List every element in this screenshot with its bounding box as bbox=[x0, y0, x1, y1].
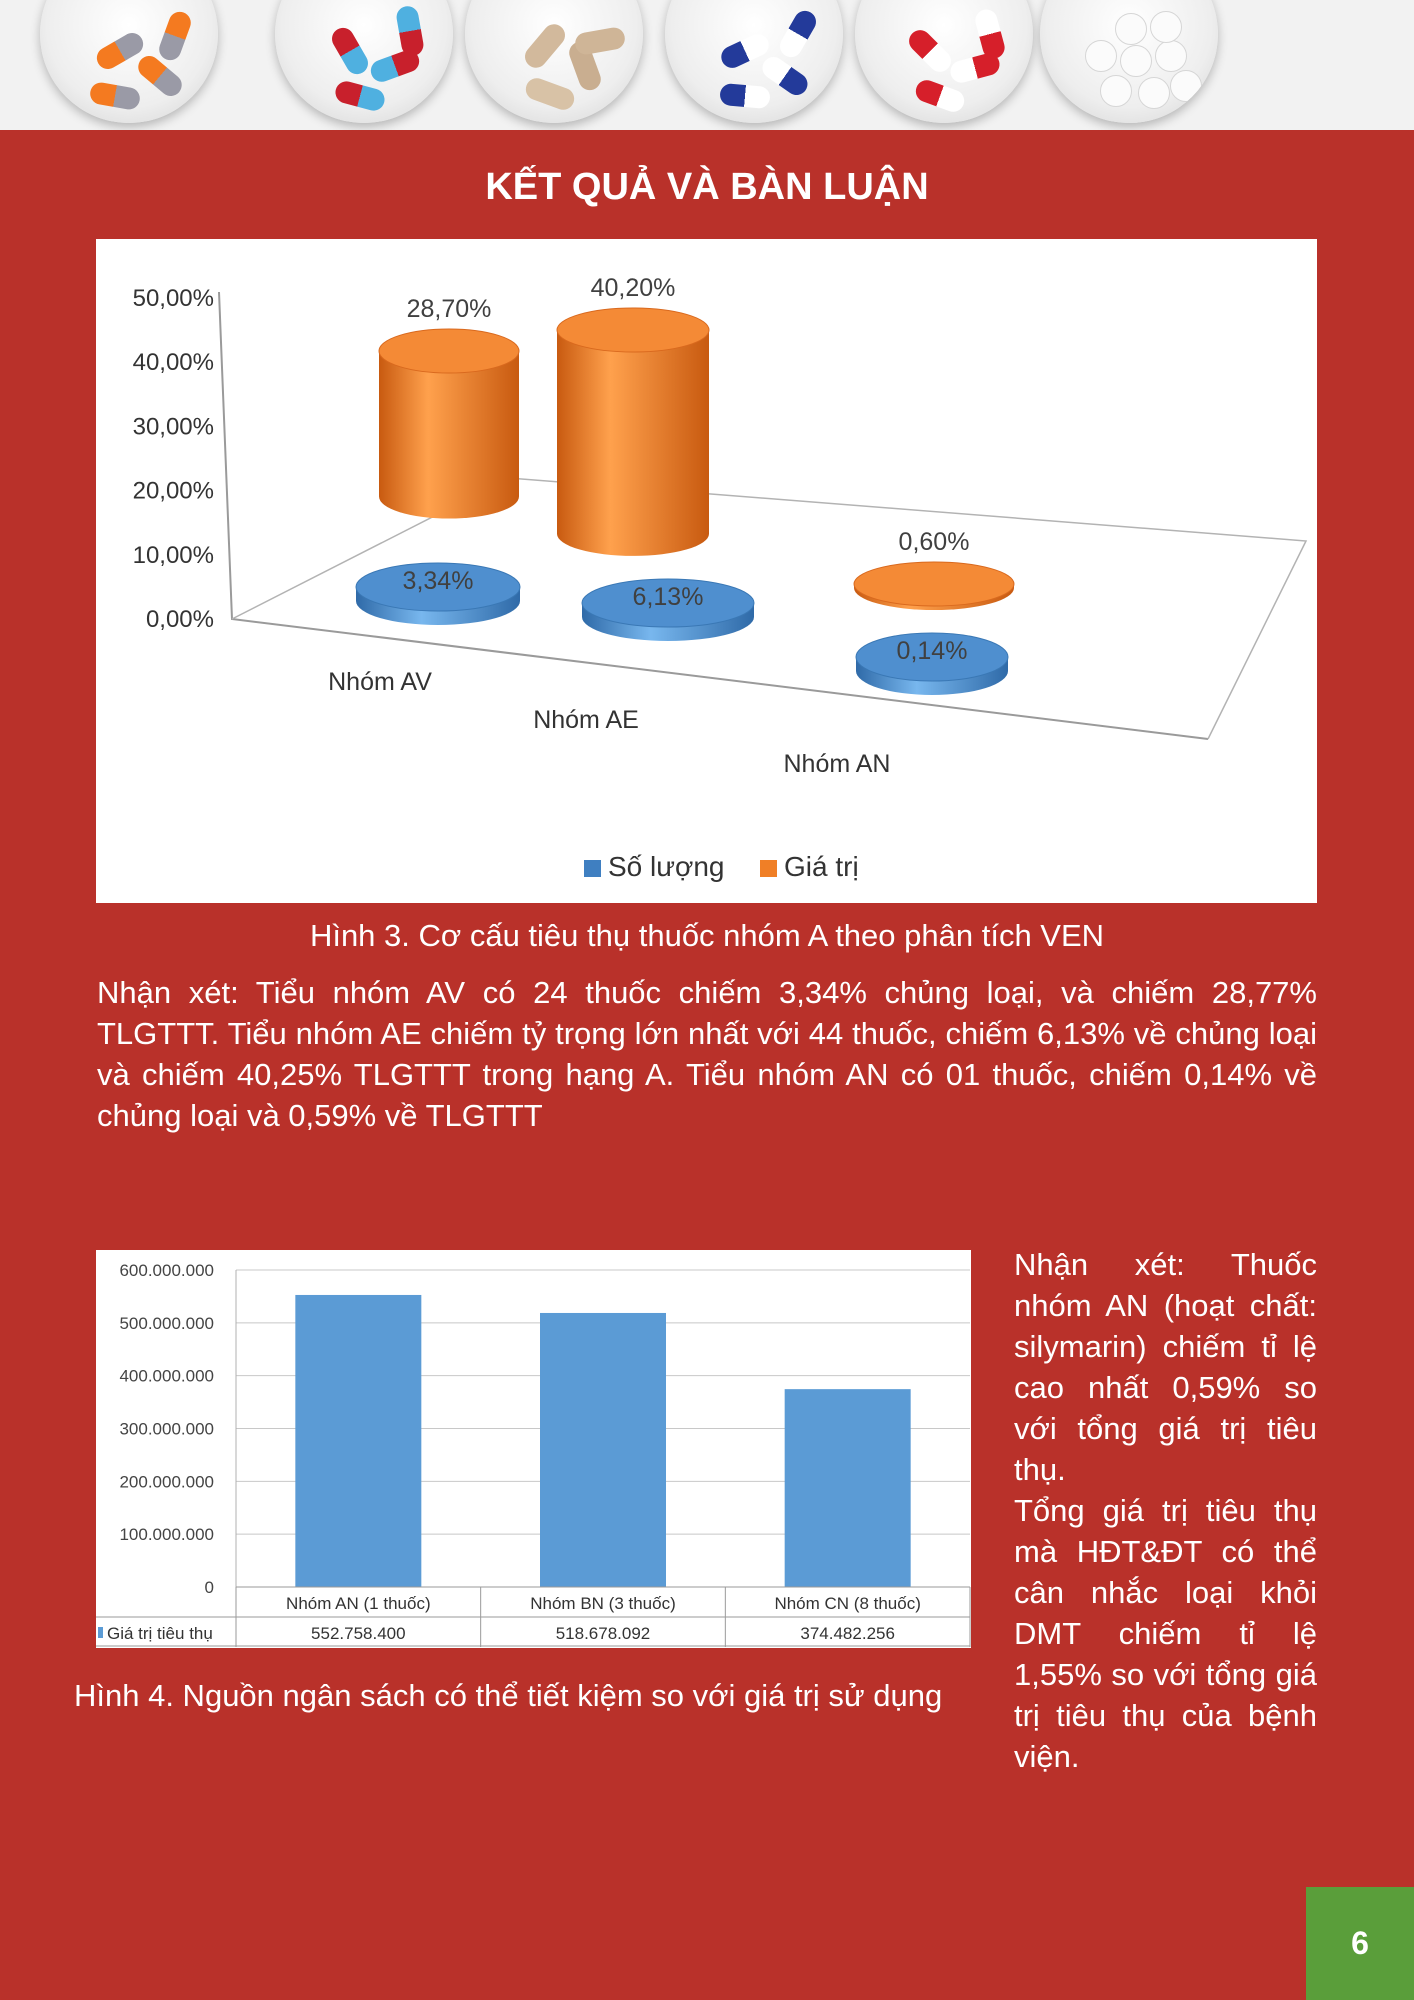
y-tick-label: 300.000.000 bbox=[119, 1419, 214, 1439]
data-label: 0,60% bbox=[898, 528, 970, 556]
bar bbox=[785, 1389, 911, 1587]
figure4-note-line: Nhận xét: Thuốc nhóm AN (hoạt chất: silymarin) chiếm tỉ lệ cao nhất 0,59% so với tổng giá trị tiêu thụ. bbox=[1014, 1247, 1317, 1487]
data-label: 3,34% bbox=[402, 567, 474, 595]
section-title: KẾT QUẢ VÀ BÀN LUẬN bbox=[485, 166, 929, 208]
data-label: 6,13% bbox=[632, 583, 704, 611]
figure4-caption: Hình 4. Nguồn ngân sách có thể tiết kiệm so với giá trị sử dụng bbox=[74, 1678, 943, 1713]
figure3-note: Nhận xét: Tiểu nhóm AV có 24 thuốc chiếm 3,34% chủng loại, và chiếm 28,77% TLGTTT. Tiểu nhóm AE chiếm tỷ trọng lớn nhất với 44 thuốc, chiếm 6,13% về chủng loại và chiếm 40,25% TLGTTT trong hạng A. Tiểu nhóm AN có 01 thuốc, chiếm 0,14% về chủng loại và 0,59% về TLGTTT bbox=[97, 975, 1317, 1133]
legend bbox=[584, 851, 859, 882]
data-table bbox=[96, 1587, 970, 1647]
pill-cup bbox=[1040, 0, 1218, 123]
bar bbox=[295, 1295, 421, 1587]
x-axis bbox=[328, 668, 890, 778]
x-tick-label: Nhóm AV bbox=[328, 668, 432, 696]
y-tick-label: 40,00% bbox=[132, 349, 214, 377]
y-tick-label: 30,00% bbox=[132, 413, 214, 441]
figure4-chart bbox=[96, 1250, 971, 1648]
legend-label: Số lượng bbox=[608, 851, 725, 882]
page-number: 6 bbox=[1306, 1887, 1414, 2000]
pill-cup bbox=[275, 0, 453, 123]
pill-cup bbox=[40, 0, 218, 123]
data-label: 0,14% bbox=[896, 637, 968, 665]
chart-marks bbox=[295, 1295, 910, 1587]
legend-swatch bbox=[584, 860, 601, 877]
x-tick-label: Nhóm AE bbox=[533, 706, 639, 734]
value-cylinder-0 bbox=[379, 329, 519, 519]
y-tick-label: 600.000.000 bbox=[119, 1261, 214, 1280]
y-tick-label: 400.000.000 bbox=[119, 1366, 214, 1386]
value-cylinder-1 bbox=[557, 308, 709, 556]
x-tick-label: Nhóm AN (1 thuốc) bbox=[286, 1594, 431, 1613]
legend-swatch bbox=[760, 860, 777, 877]
data-label: 374.482.256 bbox=[800, 1624, 895, 1643]
pill-cups-banner bbox=[0, 0, 1414, 130]
x-tick-label: Nhóm BN (3 thuốc) bbox=[530, 1594, 676, 1613]
legend-swatch bbox=[98, 1627, 103, 1638]
bar bbox=[540, 1313, 666, 1587]
figure4-note-line: Tổng giá trị tiêu thụ mà HĐT&ĐT có thể cân nhắc loại khỏi DMT chiếm tỉ lệ 1,55% so với tổng giá trị tiêu thụ của bệnh viện. bbox=[1014, 1493, 1317, 1774]
y-tick-label: 100.000.000 bbox=[119, 1525, 214, 1545]
y-tick-label: 500.000.000 bbox=[119, 1313, 214, 1333]
pill-cup bbox=[855, 0, 1033, 123]
x-tick-label: Nhóm CN (8 thuốc) bbox=[774, 1594, 921, 1613]
chart-marks bbox=[356, 274, 1014, 695]
y-tick-label: 0 bbox=[204, 1578, 214, 1597]
legend-label: Giá trị tiêu thụ bbox=[107, 1624, 213, 1643]
y-tick-label: 0,00% bbox=[145, 606, 214, 633]
y-tick-label: 10,00% bbox=[132, 541, 214, 569]
data-label: 28,70% bbox=[406, 295, 492, 323]
figure3-caption: Hình 3. Cơ cấu tiêu thụ thuốc nhóm A theo phân tích VEN bbox=[309, 918, 1105, 953]
y-tick-label: 50,00% bbox=[132, 285, 214, 312]
value-cylinder-2 bbox=[854, 562, 1014, 610]
y-axis bbox=[119, 1261, 214, 1597]
figure4-note bbox=[1014, 1244, 1317, 1777]
y-axis bbox=[133, 285, 214, 633]
figure3-chart-svg bbox=[96, 239, 1317, 903]
y-tick-label: 20,00% bbox=[132, 477, 214, 505]
y-tick-label: 200.000.000 bbox=[119, 1472, 214, 1492]
pill-cup bbox=[465, 0, 643, 123]
data-label: 552.758.400 bbox=[311, 1624, 406, 1643]
pill-cup bbox=[665, 0, 843, 123]
data-label: 40,20% bbox=[590, 274, 676, 302]
data-label: 518.678.092 bbox=[555, 1624, 651, 1643]
figure3-chart bbox=[96, 239, 1317, 903]
x-tick-label: Nhóm AN bbox=[783, 750, 891, 778]
legend-label: Giá trị bbox=[784, 851, 859, 882]
figure4-chart-svg bbox=[96, 1250, 971, 1648]
